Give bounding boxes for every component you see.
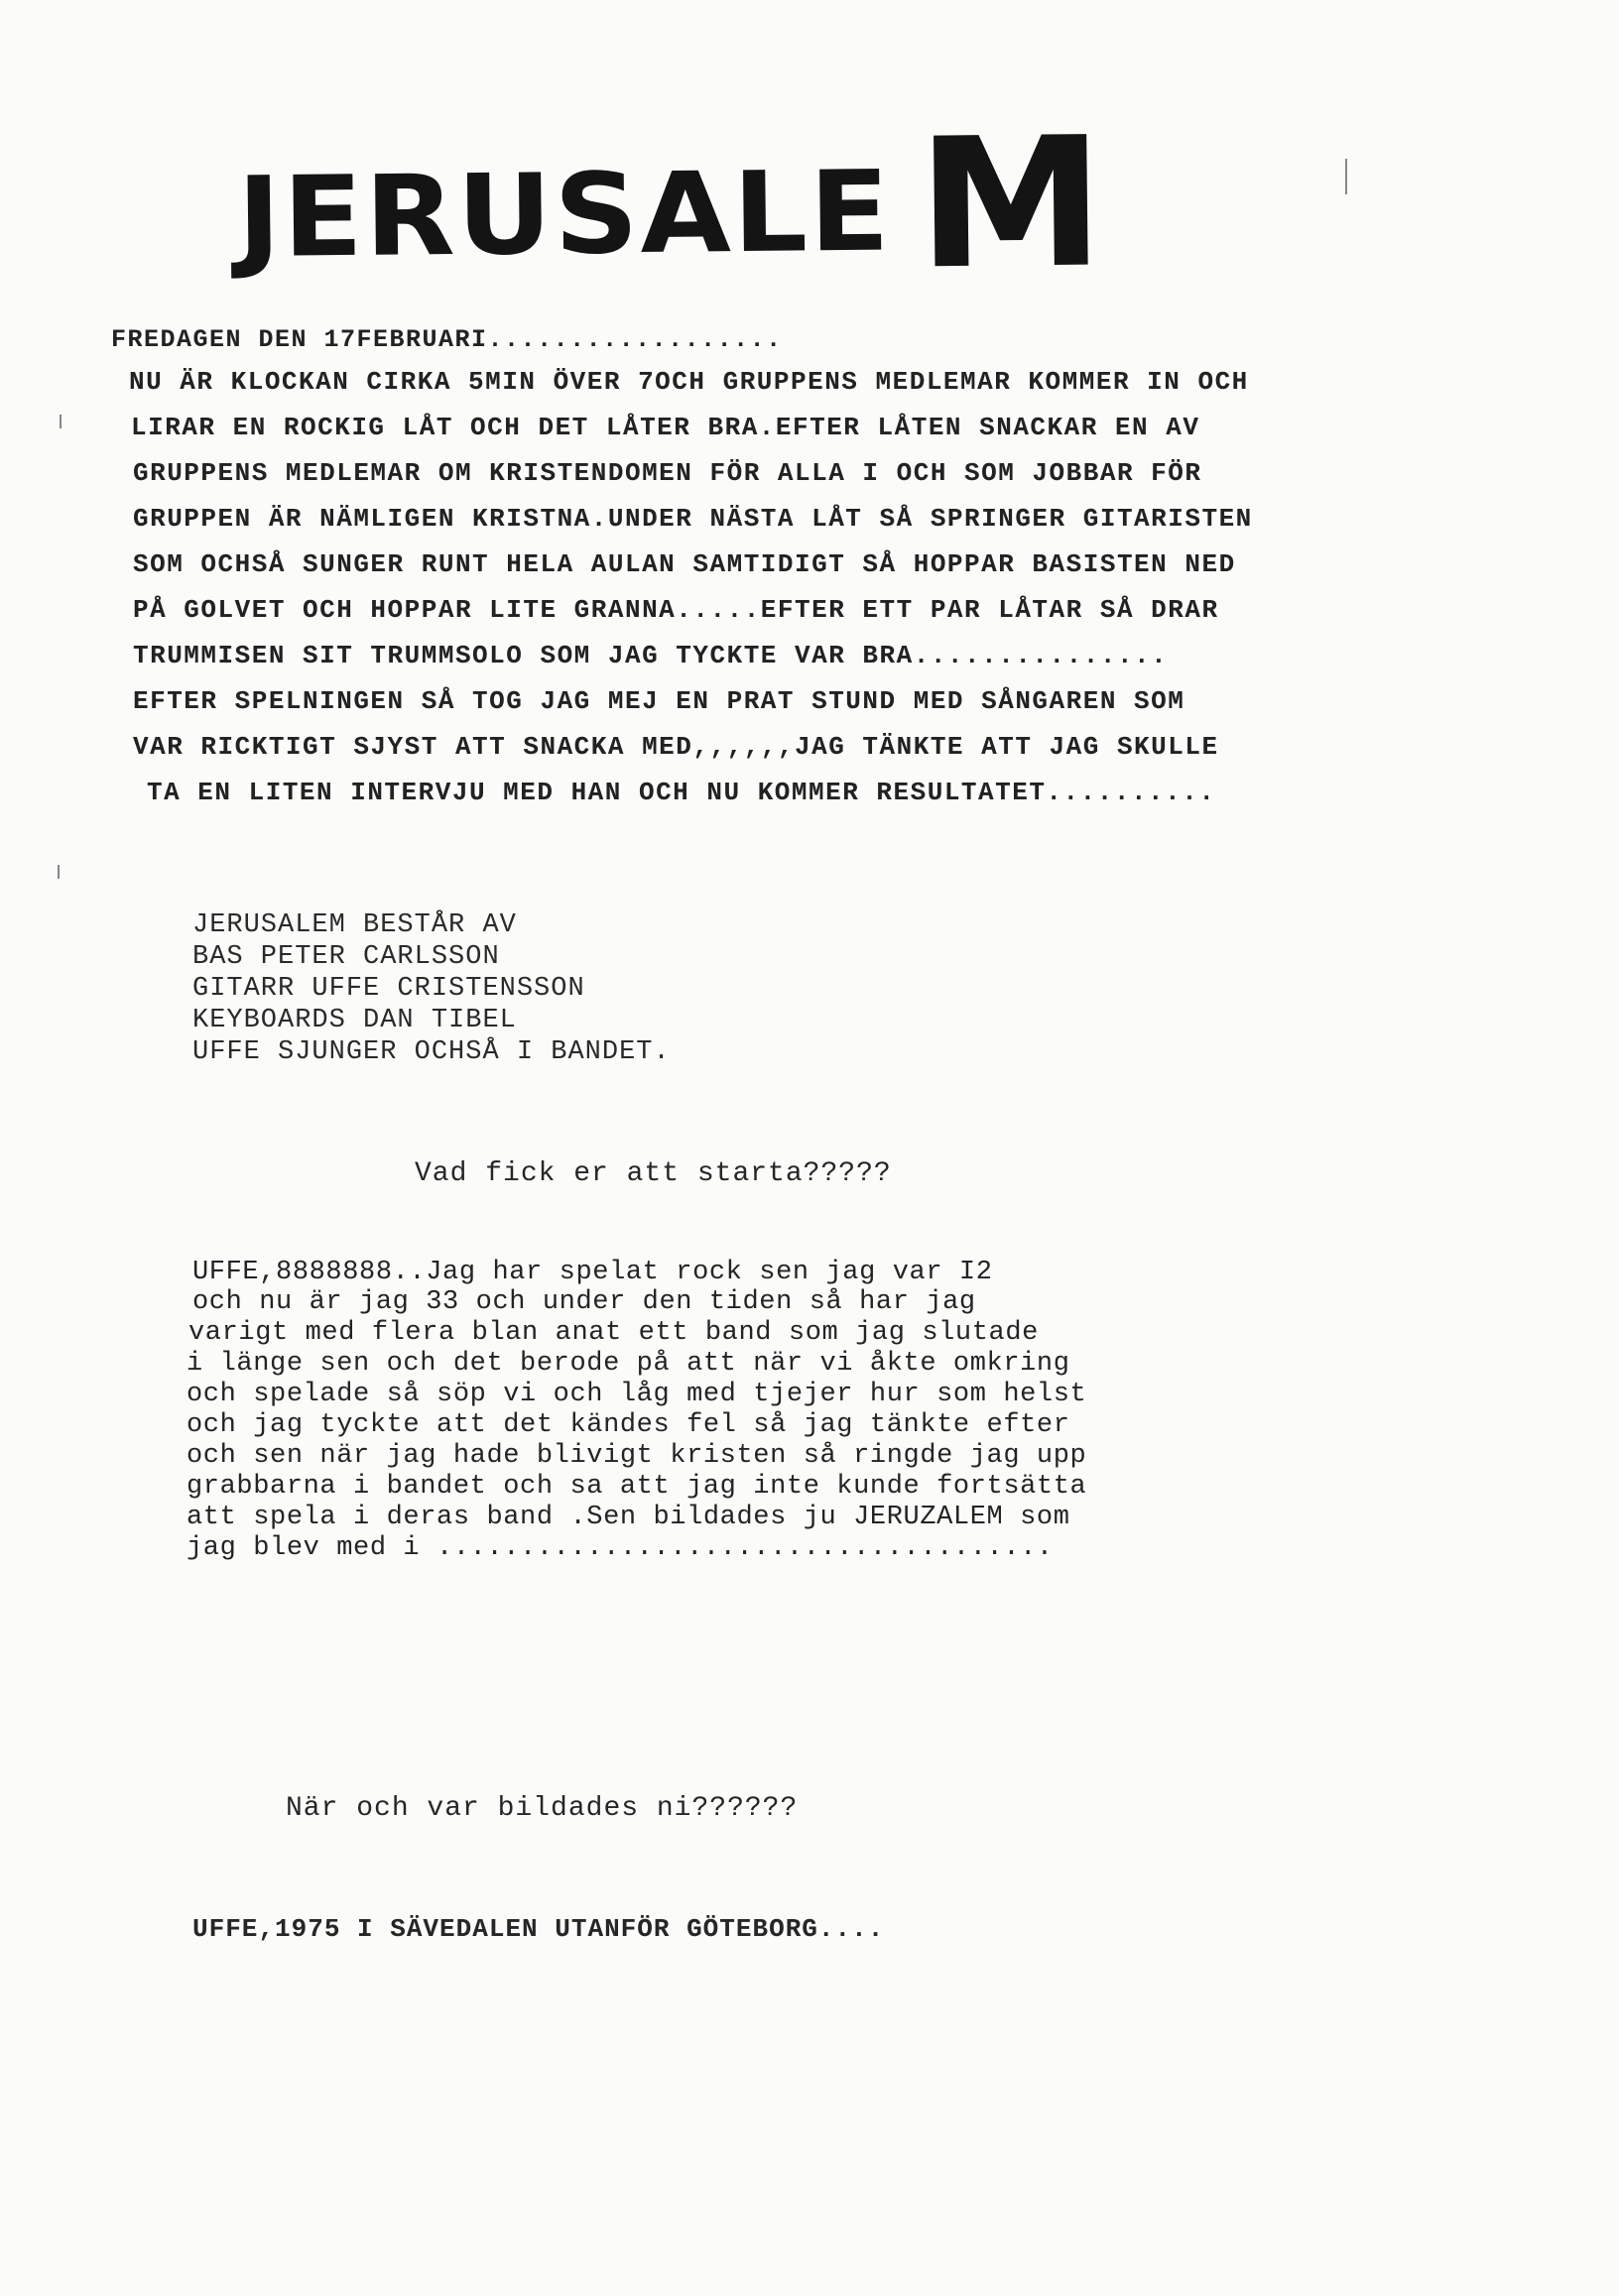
- date-line: FREDAGEN DEN 17FEBRUARI..................: [111, 325, 783, 354]
- answer-1-line: och jag tyckte att det kändes fel så jag tänkte efter: [187, 1410, 1070, 1440]
- roster-line: BAS PETER CARLSSON: [192, 942, 500, 972]
- intro-line: PÅ GOLVET OCH HOPPAR LITE GRANNA.....EFTER ETT PAR LÅTAR SÅ DRAR: [133, 595, 1219, 625]
- intro-line: TRUMMISEN SIT TRUMMSOLO SOM JAG TYCKTE VAR BRA...............: [133, 641, 1169, 670]
- roster-line: KEYBOARDS DAN TIBEL: [192, 1006, 517, 1035]
- intro-line: SOM OCHSÅ SUNGER RUNT HELA AULAN SAMTIDIGT SÅ HOPPAR BASISTEN NED: [133, 549, 1236, 579]
- answer-1-line: jag blev med i .....................................: [187, 1533, 1054, 1563]
- answer-1-line: varigt med flera blan anat ett band som jag slutade: [188, 1318, 1039, 1348]
- answer-1-line: UFFE,8888888..Jag har spelat rock sen jag var I2: [192, 1258, 993, 1287]
- roster-line: JERUSALEM BESTÅR AV: [192, 910, 517, 940]
- answer-1-line: i länge sen och det berode på att när vi åkte omkring: [187, 1349, 1070, 1379]
- question-1: Vad fick er att starta?????: [415, 1158, 892, 1189]
- roster-line: GITARR UFFE CRISTENSSON: [192, 974, 585, 1004]
- answer-2: UFFE,1975 I SÄVEDALEN UTANFÖR GÖTEBORG....: [192, 1914, 885, 1944]
- masthead-title: JERUSALE M: [236, 98, 1108, 309]
- margin-mark: [60, 415, 62, 428]
- answer-1-line: och spelade så söp vi och låg med tjejer hur som helst: [187, 1380, 1087, 1409]
- roster-line: UFFE SJUNGER OCHSÅ I BANDET.: [192, 1037, 671, 1067]
- margin-mark: [1345, 159, 1347, 194]
- intro-line: LIRAR EN ROCKIG LÅT OCH DET LÅTER BRA.EFTER LÅTEN SNACKAR EN AV: [131, 413, 1200, 442]
- margin-mark: [58, 865, 60, 879]
- intro-line: VAR RICKTIGT SJYST ATT SNACKA MED,,,,,,JAG TÄNKTE ATT JAG SKULLE: [133, 732, 1219, 762]
- intro-line: GRUPPENS MEDLEMAR OM KRISTENDOMEN FÖR ALLA I OCH SOM JOBBAR FÖR: [133, 458, 1202, 488]
- answer-1-line: och sen när jag hade blivigt kristen så ringde jag upp: [187, 1441, 1087, 1471]
- intro-line: GRUPPEN ÄR NÄMLIGEN KRISTNA.UNDER NÄSTA LÅT SÅ SPRINGER GITARISTEN: [133, 504, 1253, 534]
- intro-line: NU ÄR KLOCKAN CIRKA 5MIN ÖVER 7OCH GRUPPENS MEDLEMAR KOMMER IN OCH: [129, 367, 1249, 397]
- question-2: När och var bildades ni??????: [286, 1793, 799, 1824]
- answer-1-line: och nu är jag 33 och under den tiden så har jag: [192, 1287, 976, 1317]
- answer-1-line: att spela i deras band .Sen bildades ju JERUZALEM som: [187, 1503, 1070, 1532]
- intro-line: EFTER SPELNINGEN SÅ TOG JAG MEJ EN PRAT STUND MED SÅNGAREN SOM: [133, 686, 1185, 716]
- intro-line: TA EN LITEN INTERVJU MED HAN OCH NU KOMMER RESULTATET..........: [147, 778, 1216, 807]
- answer-1-line: grabbarna i bandet och sa att jag inte kunde fortsätta: [187, 1472, 1087, 1502]
